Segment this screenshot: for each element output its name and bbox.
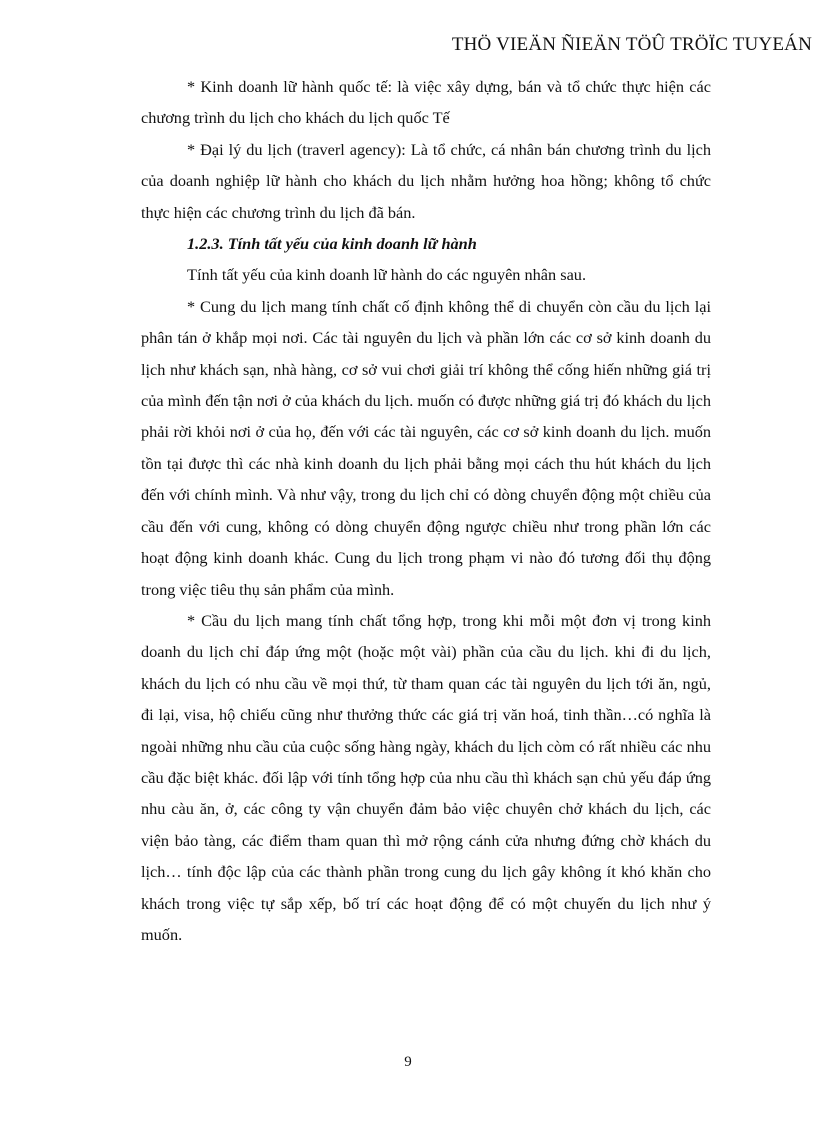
page-number: 9 (404, 1054, 412, 1070)
document-body (141, 71, 711, 950)
paragraph-supply: * Cung du lịch mang tính chất cố định không thể di chuyển còn cầu du lịch lại phân tán ở khắp mọi nơi. Các tài nguyên du lịch và phần lớn các cơ sở kinh doanh du lịch như khách sạn, nhà hàng, cơ sở vui chơi giải trí không thể cống hiến những giá trị của mình đến tận nơi ở của khách du lịch. muốn có được những giá trị đó khách du lịch phải rời khỏi nơi ở của họ, đến với các tài nguyên, các cơ sở kinh doanh du lịch. muốn tồn tại được thì các nhà kinh doanh du lịch phải bằng mọi cách thu hút khách du lịch đến với chính mình. Và như vậy, trong du lịch chỉ có dòng chuyển động một chiều của cầu đến với cung, không có dòng chuyển động ngược chiều như trong phần lớn các hoạt động kinh doanh khác. Cung du lịch trong phạm vi nào đó tương đối thụ động trong việc tiêu thụ sản phẩm của mình. (141, 296, 711, 599)
running-header: THÖ VIEÄN ÑIEÄN TÖÛ TRÖÏC TUYEÁN (451, 34, 812, 55)
paragraph-travel-agency: * Đại lý du lịch (traverl agency): Là tổ chức, cá nhân bán chương trình du lịch của doanh nghiệp lữ hành cho khách du lịch nhằm hưởng hoa hồng; không tổ chức thực hiện các chương trình du lịch đã bán. (141, 139, 711, 222)
paragraph-international-travel: * Kinh doanh lữ hành quốc tế: là việc xây dựng, bán và tổ chức thực hiện các chương trình du lịch cho khách du lịch quốc Tế (141, 77, 711, 128)
section-heading: 1.2.3. Tính tất yếu của kinh doanh lữ hành (187, 234, 477, 254)
paragraph-demand: * Cầu du lịch mang tính chất tổng hợp, trong khi mỗi một đơn vị trong kinh doanh du lịch chỉ đáp ứng một (hoặc một vài) phần của cầu du lịch. khi đi du lịch, khách du lịch có nhu cầu về mọi thứ, từ tham quan các tài nguyên du lịch tới ăn, ngủ, đi lại, visa, hộ chiếu cũng như thưởng thức các giá trị văn hoá, tinh thần…có nghĩa là ngoài những nhu cầu của cuộc sống hàng ngày, khách du lịch còm có rất nhiều các nhu cầu đặc biệt khác. đối lập với tính tổng hợp của nhu cầu thì khách sạn chủ yếu đáp ứng nhu càu ăn, ở, các công ty vận chuyển đảm bảo việc chuyên chở khách du lịch, các viện bảo tàng, các điểm tham quan thì mở rộng cánh cửa nhưng đứng chờ khách du lịch… tính độc lập của các thành phần trong cung du lịch gây không ít khó khăn cho khách trong việc tự sắp xếp, bố trí các hoạt động để có một chuyến du lịch như ý muốn. (141, 610, 711, 944)
paragraph-intro: Tính tất yếu của kinh doanh lữ hành do các nguyên nhân sau. (187, 265, 587, 285)
